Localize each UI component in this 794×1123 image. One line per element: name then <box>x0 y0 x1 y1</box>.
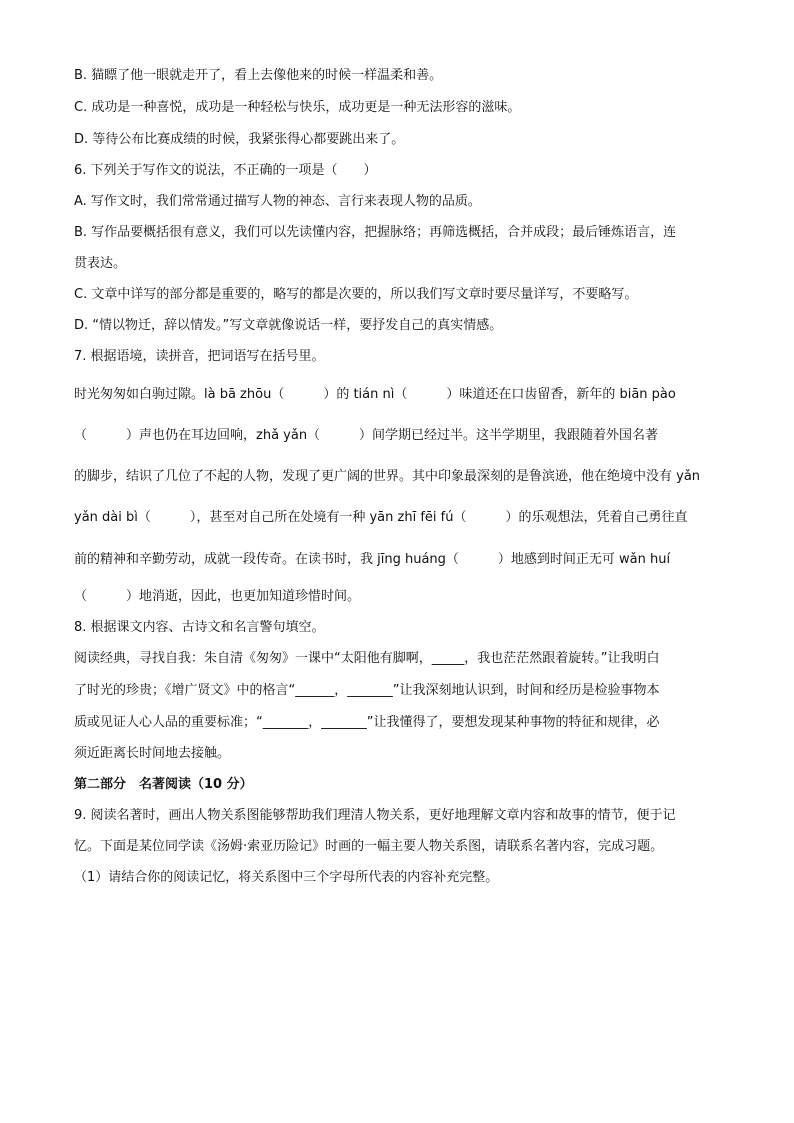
q6-option-a: A. 写作文时，我们常常通过描写人物的神态、言行来表现人物的品质。 <box>74 194 481 209</box>
option-c-line: C. 成功是一种喜悦，成功是一种轻松与快乐，成功更是一种无法形容的滋味。 <box>74 100 521 115</box>
question-6-stem: 6. 下列关于写作文的说法，不正确的一项是（ ） <box>74 163 377 178</box>
question-9-stem: 9. 阅读名著时，画出人物关系图能够帮助我们理清人物关系，更好地理解文章内容和故事的情节，便于记 <box>74 808 676 823</box>
question-8-stem: 8. 根据课文内容、古诗文和名言警句填空。 <box>74 620 325 635</box>
question-9-stem-cont: 忆。下面是某位同学读《汤姆·索亚历险记》时画的一幅主要人物关系图，请联系名著内容，完成习题。 <box>74 839 664 854</box>
q6-option-b-cont: 贯表达。 <box>74 256 127 271</box>
q7-passage-line: （ ）声也仍在耳边回响，zhǎ yǎn（ ）间学期已经过半。这半学期里，我跟随着外国名著 <box>74 428 659 443</box>
q7-passage-line: 的脚步，结识了几位了不起的人物，发现了更广阔的世界。其中印象最深刻的是鲁滨逊，他在绝境中没有 yǎn <box>74 469 701 484</box>
option-b-line: B. 猫瞟了他一眼就走开了，看上去像他来的时候一样温柔和善。 <box>74 68 443 83</box>
q6-option-b: B. 写作品要概括很有意义，我们可以先读懂内容，把握脉络；再筛选概括，合并成段；最后锤炼语言，连 <box>74 225 677 240</box>
q8-passage-line: 了时光的珍贵；《增广贤文》中的格言“______，_______”让我深刻地认识到，时间和经历是检验事物本 <box>74 683 660 698</box>
q7-passage-line: （ ）地消逝，因此，也更加知道珍惜时间。 <box>74 589 361 604</box>
q7-passage-line: yǎn dài bì（ ），甚至对自己所在处境有一种 yān zhī fēi fú（ ）的乐观想法，凭着自己勇往直 <box>74 510 688 525</box>
q6-option-c: C. 文章中详写的部分都是重要的，略写的都是次要的，所以我们写文章时要尽量详写，不要略写。 <box>74 287 638 302</box>
option-d-line: D. 等待公布比赛成绩的时候，我紧张得心都要跳出来了。 <box>74 132 405 147</box>
question-7-stem: 7. 根据语境，读拼音，把词语写在括号里。 <box>74 349 325 364</box>
q8-passage-line: 须近距离长时间地去接触。 <box>74 746 231 761</box>
q8-passage-line: 质或见证人心人品的重要标准；“_______，_______”让我懂得了，要想发现某种事物的特征和规律，必 <box>74 715 660 730</box>
section-heading: 第二部分 名著阅读（10 分） <box>74 777 253 792</box>
q8-passage-line: 阅读经典，寻找自我：朱自清《匆匆》一课中“太阳他有脚啊，_____，我也茫茫然跟着旋转。”让我明白 <box>74 651 660 666</box>
q6-option-d: D. “情以物迁，辞以情发。”写文章就像说话一样，要抒发自己的真实情感。 <box>74 318 503 333</box>
question-9-sub-1: （1）请结合你的阅读记忆，将关系图中三个字母所代表的内容补充完整。 <box>74 870 499 885</box>
q7-passage-line: 前的精神和辛勤劳动，成就一段传奇。在读书时，我 jīng huáng（ ）地感到时间正无可 wǎn huí <box>74 552 671 567</box>
q7-passage-line: 时光匆匆如白驹过隙。là bā zhōu（ ）的 tián nì（ ）味道还在口齿留香，新年的 biān pào <box>74 387 676 402</box>
